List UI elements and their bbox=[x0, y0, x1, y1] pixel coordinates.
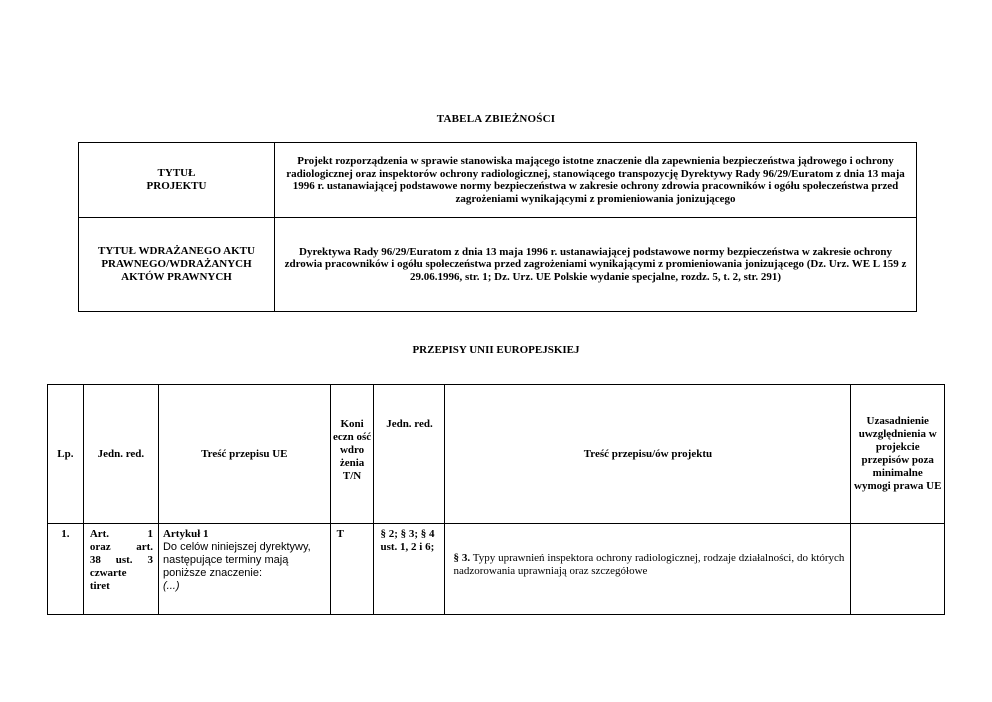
jedn-red-line bbox=[90, 567, 153, 580]
info-row-act bbox=[79, 218, 917, 312]
row-jedn-red-projekt: § 2; § 3; § 4 ust. 1, 2 i 6; bbox=[374, 524, 445, 615]
act-title-value: Dyrektywa Rady 96/29/Euratom z dnia 13 maja 1996 r. ustanawiającej podstawowe normy bezpieczeństwa w zakresie ochrony zdrowia pracowników i ogółu społeczeństwa przed zagrożeniami wynikającymi z promieniowania jonizującego (Dz. Urz. WE L 159 z 29.06.1996, str. 1; Dz. Urz. UE Polskie wydanie specjalne, rozdz. 5, t. 2, str. 291) bbox=[275, 218, 917, 312]
project-title-value: Projekt rozporządzenia w sprawie stanowiska mającego istotne znaczenie dla zapewnienia bezpieczeństwa jądrowego i ochrony radiologicznej oraz inspektorów ochrony radiologicznej, stanowiącego transpozycję Dyrektywy Rady 96/29/Euratom z dnia 13 maja 1996 r. ustanawiającej podstawowe normy bezpieczeństwa w zakresie ochrony zdrowia pracowników i ogółu społeczeństwa przed zagrożeniami wynikającymi z promieniowania jonizującego bbox=[275, 143, 917, 218]
header-jedn-red: Jedn. red. bbox=[83, 385, 158, 524]
jedn-red-line bbox=[90, 580, 153, 593]
header-koniecznosc: Koni eczn ość wdro żenia T/N bbox=[330, 385, 374, 524]
jedn-red-word: 3 bbox=[147, 554, 153, 566]
jedn-red-word: Art. bbox=[89, 528, 110, 540]
jedn-red-word: czwarte bbox=[89, 567, 127, 579]
header-tresc-projektu: Treść przepisu/ów projektu bbox=[445, 385, 851, 524]
row-tresc-ue bbox=[158, 524, 330, 615]
article-ellipsis: (...) bbox=[162, 580, 180, 592]
info-table bbox=[78, 142, 917, 312]
act-label: TYTUŁ WDRAŻANEGO AKTU PRAWNEGO/WDRAŻANYCH AKTÓW PRAWNYCH bbox=[79, 218, 275, 312]
project-label-line-2: PROJEKTU bbox=[146, 180, 207, 192]
project-section-number: § 3. bbox=[453, 552, 471, 564]
header-uzasadnienie: Uzasadnienie uwzględnienia w projekcie przepisów poza minimalne wymogi prawa UE bbox=[851, 385, 945, 524]
row-jedn-red bbox=[83, 524, 158, 615]
header-lp: Lp. bbox=[48, 385, 84, 524]
provisions-table bbox=[47, 384, 945, 615]
project-label bbox=[79, 143, 275, 218]
project-section-text: Typy uprawnień inspektora ochrony radiologicznej, rodzaje działalności, do których nadzorowania uprawniają oraz szczegółowe bbox=[453, 552, 845, 577]
article-title: Artykuł 1 bbox=[162, 528, 209, 540]
table-header-row bbox=[48, 385, 945, 524]
jedn-red-word: art. bbox=[136, 541, 153, 553]
jedn-red-line bbox=[90, 554, 153, 567]
row-tresc-projektu bbox=[445, 524, 851, 615]
jedn-red-word: tiret bbox=[89, 580, 110, 592]
header-jedn-red-projekt: Jedn. red. bbox=[374, 385, 445, 524]
row-koniecznosc: T bbox=[330, 524, 374, 615]
table-row bbox=[48, 524, 945, 615]
info-row-project bbox=[79, 143, 917, 218]
article-body: Do celów niniejszej dyrektywy, następujące terminy mają poniższe znaczenie: bbox=[162, 541, 311, 579]
row-jedn-red-lines bbox=[90, 528, 153, 593]
jedn-red-line bbox=[90, 541, 153, 554]
jedn-red-word: ust. bbox=[115, 554, 133, 566]
jedn-red-line bbox=[90, 528, 153, 541]
header-tresc-ue: Treść przepisu UE bbox=[158, 385, 330, 524]
row-uzasadnienie bbox=[851, 524, 945, 615]
jedn-red-word: 38 bbox=[89, 554, 101, 566]
project-label-line-1: TYTUŁ bbox=[157, 167, 196, 179]
jedn-red-word: oraz bbox=[89, 541, 111, 553]
document-title: TABELA ZBIEŻNOŚCI bbox=[436, 113, 556, 125]
section-title: PRZEPISY UNII EUROPEJSKIEJ bbox=[412, 344, 580, 356]
row-lp: 1. bbox=[48, 524, 84, 615]
jedn-red-word: 1 bbox=[147, 528, 153, 540]
